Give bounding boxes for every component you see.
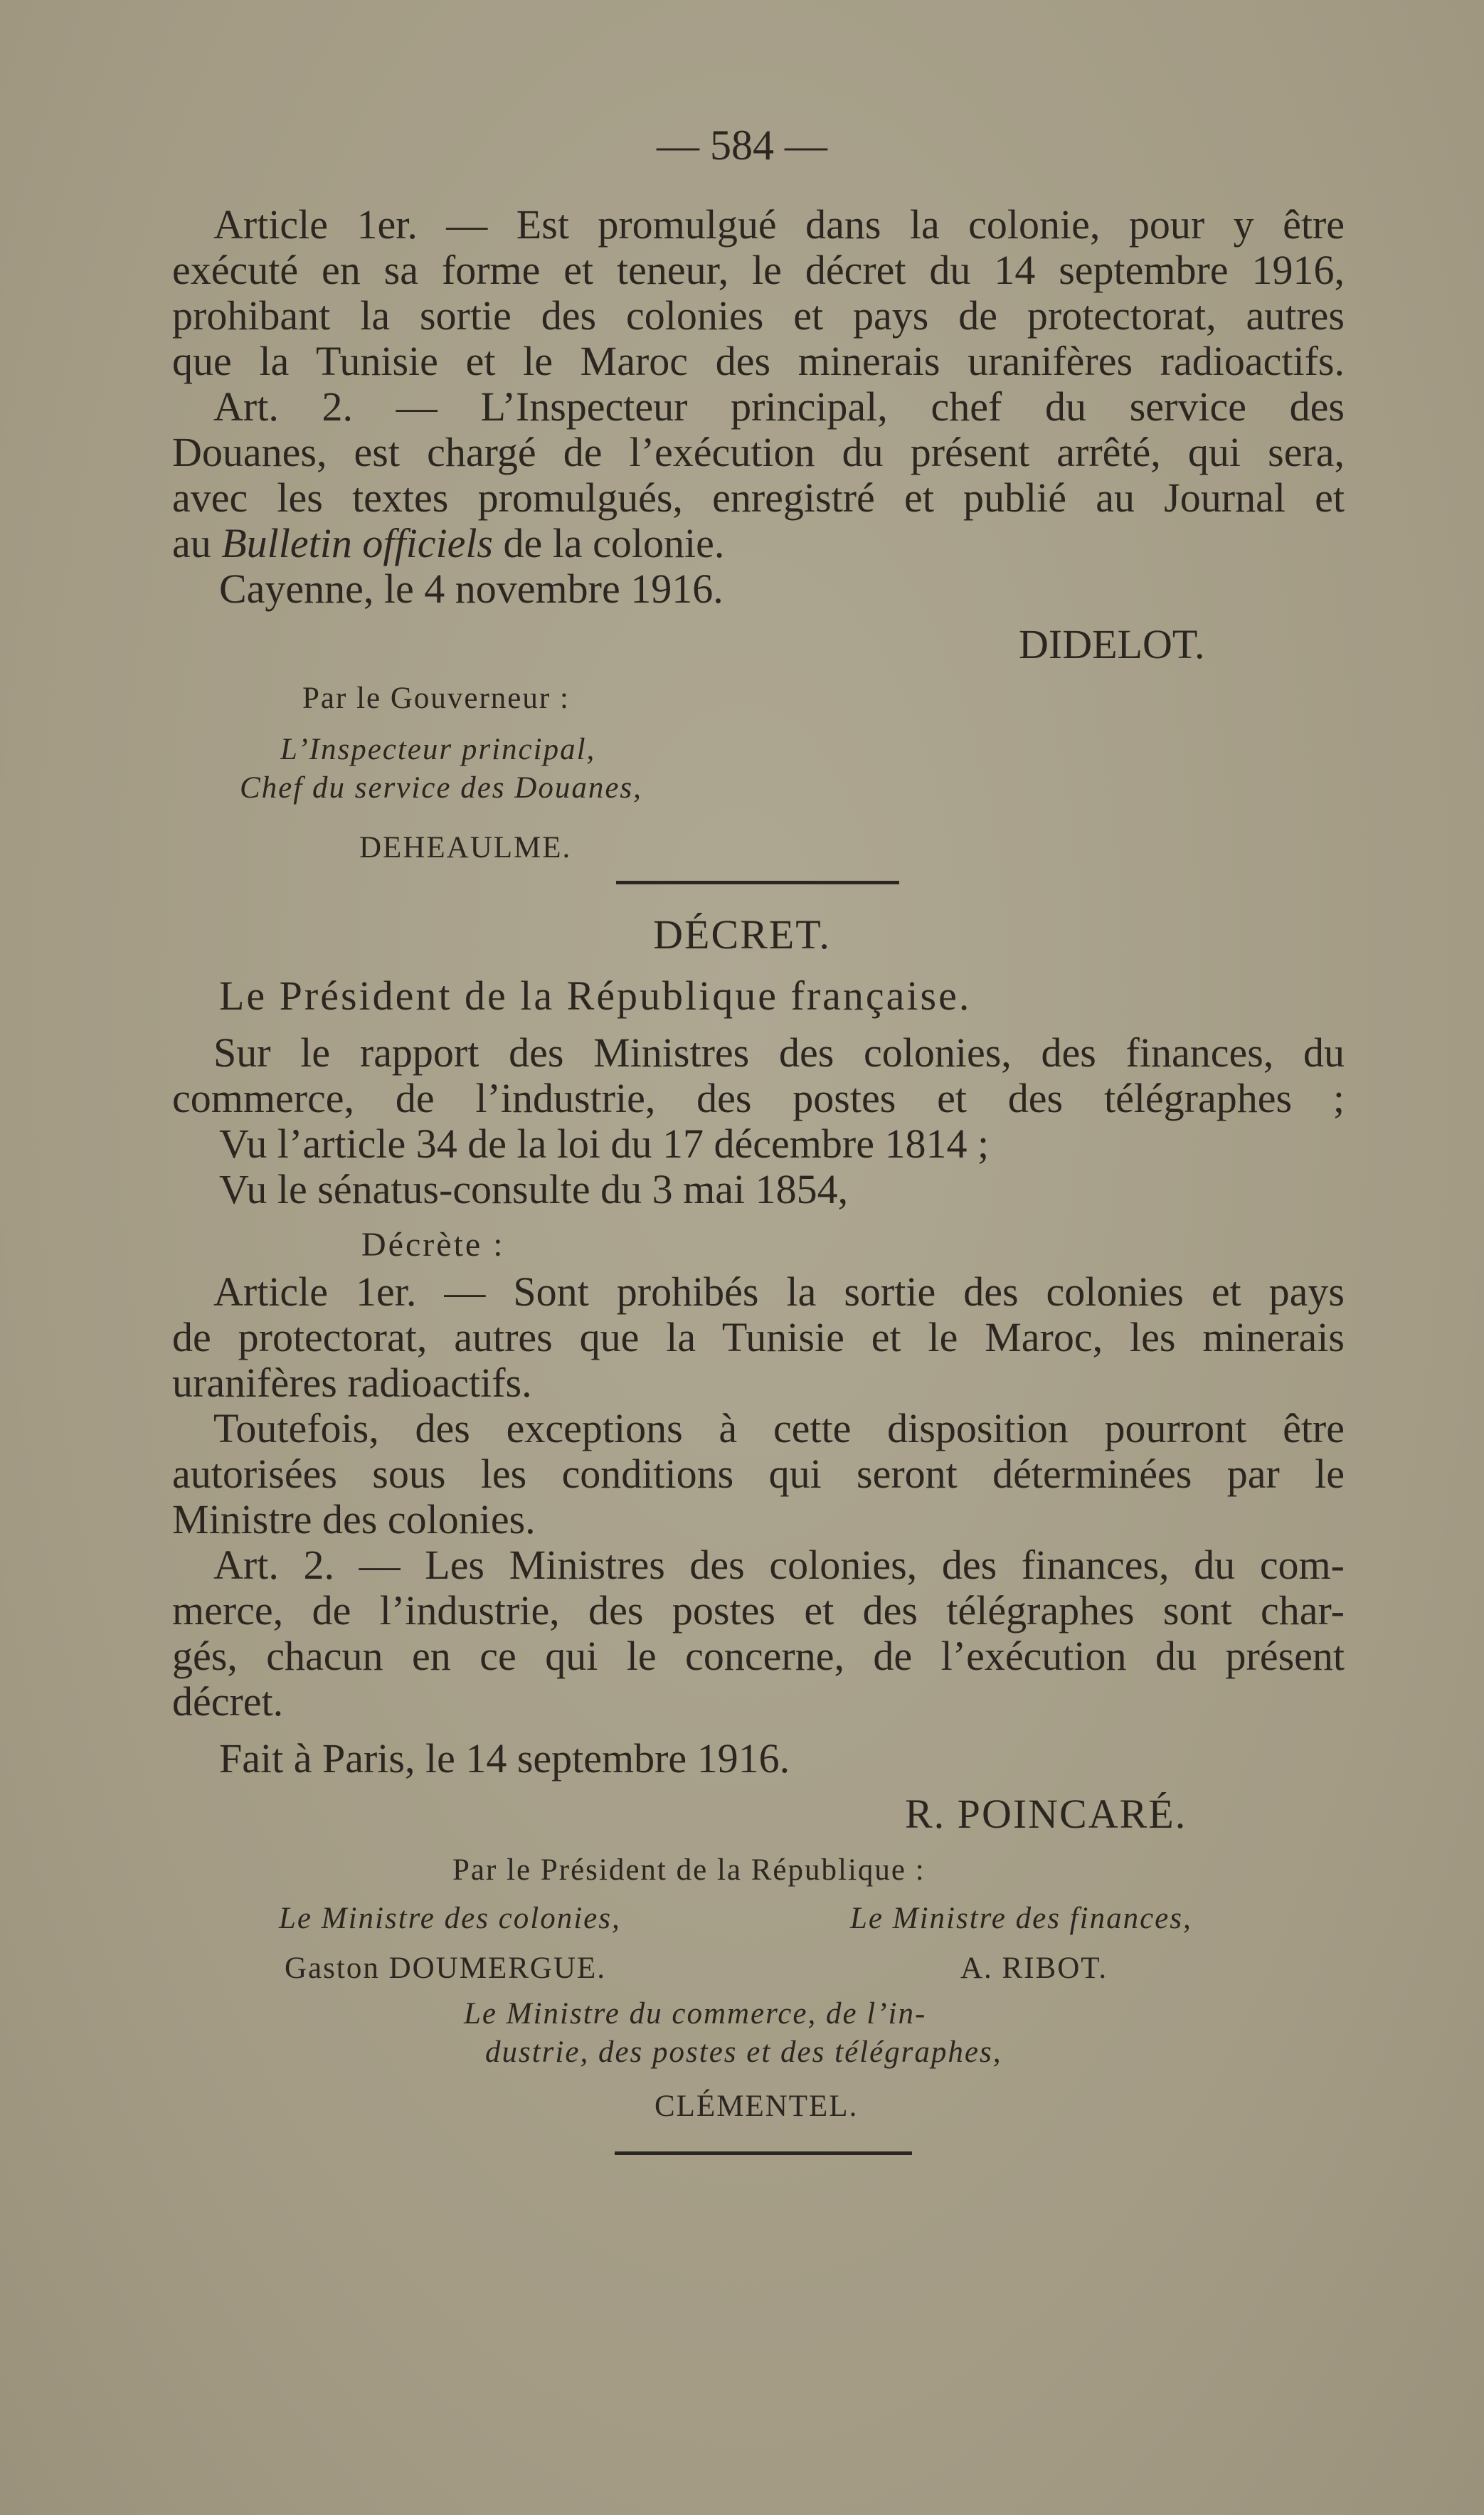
decret-article-1-line-2: de protectorat, autres que la Tunisie et le Maroc, les minerais — [172, 1314, 1345, 1360]
separator-rule-1 — [616, 881, 899, 884]
decret-fait-a-paris: Fait à Paris, le 14 septembre 1916. — [219, 1735, 790, 1781]
ministre-finances-name: A. RIBOT. — [960, 1952, 1108, 1985]
par-le-gouverneur: Par le Gouverneur : — [302, 682, 570, 715]
ministre-commerce-name: CLÉMENTEL. — [654, 2090, 859, 2123]
arrete-article-1-line-2: exécuté en sa forme et teneur, le décret du 14 septembre 1916, — [172, 247, 1345, 293]
ministre-finances-title: Le Ministre des finances, — [850, 1902, 1192, 1935]
decret-article-2-line-4: décret. — [172, 1678, 284, 1725]
arrete-article-2-line-3: avec les textes promulgués, enregistré et publié au Journal et — [172, 475, 1345, 521]
inspecteur-name: DEHEAULME. — [359, 831, 572, 864]
arrete-article-1-line-1: Article 1er. — Est promulgué dans la colonie, pour y être — [213, 201, 1345, 248]
decret-decrete: Décrète : — [361, 1226, 505, 1264]
decret-article-2-line-3: gés, chacun en ce qui le concerne, de l’exécution du présent — [172, 1633, 1345, 1679]
ministre-colonies-title: Le Ministre des colonies, — [279, 1902, 621, 1935]
page-number: — 584 — — [657, 122, 827, 169]
inspecteur-title: L’Inspecteur principal, — [280, 733, 596, 766]
decret-visa-3: Vu le sénatus-consulte du 3 mai 1854, — [219, 1166, 849, 1212]
decret-article-1-line-1: Article 1er. — Sont prohibés la sortie des colonies et pays — [213, 1269, 1345, 1315]
arrete-article-1-line-4: que la Tunisie et le Maroc des minerais uranifères radioactifs. — [172, 338, 1345, 384]
decret-heading: DÉCRET. — [653, 911, 831, 958]
decret-visa-1-line-2: commerce, de l’industrie, des postes et des télégraphes ; — [172, 1075, 1345, 1121]
par-le-president: Par le Président de la République : — [452, 1853, 926, 1887]
decret-toutefois-line-1: Toutefois, des exceptions à cette disposition pourront être — [213, 1405, 1345, 1451]
arrete-article-2-line-2: Douanes, est chargé de l’exécution du présent arrêté, qui sera, — [172, 429, 1345, 475]
decret-article-2-line-2: merce, de l’industrie, des postes et des télégraphes sont char- — [172, 1587, 1345, 1634]
arrete-date-line: Cayenne, le 4 novembre 1916. — [219, 566, 724, 612]
decret-visa-1-line-1: Sur le rapport des Ministres des colonies, des finances, du — [213, 1029, 1345, 1076]
chef-service-title: Chef du service des Douanes, — [240, 771, 642, 805]
decret-article-1-line-3: uranifères radioactifs. — [172, 1360, 532, 1406]
decret-toutefois-line-3: Ministre des colonies. — [172, 1496, 536, 1542]
arrete-signature: DIDELOT. — [1019, 621, 1205, 667]
bulletin-officiels-text: Bulletin officiels — [221, 520, 494, 566]
ministre-colonies-name: Gaston DOUMERGUE. — [285, 1952, 607, 1985]
decret-visa-2: Vu l’article 34 de la loi du 17 décembre 1814 ; — [219, 1121, 990, 1167]
decret-article-2-line-1: Art. 2. — Les Ministres des colonies, des finances, du com- — [213, 1542, 1345, 1588]
arrete-article-2-line-1: Art. 2. — L’Inspecteur principal, chef du service des — [213, 383, 1345, 430]
ministre-commerce-title-line-2: dustrie, des postes et des télégraphes, — [485, 2035, 1002, 2069]
ministre-commerce-title-line-1: Le Ministre du commerce, de l’in- — [464, 1997, 927, 2030]
decret-signature-poincare: R. POINCARÉ. — [905, 1791, 1187, 1837]
arrete-article-2-line-4: au Bulletin officiels de la colonie. — [172, 520, 725, 566]
separator-rule-2 — [615, 2151, 912, 2155]
decret-president-line: Le Président de la République française. — [219, 973, 972, 1019]
decret-toutefois-line-2: autorisées sous les conditions qui seront déterminées par le — [172, 1451, 1345, 1497]
arrete-article-1-line-3: prohibant la sortie des colonies et pays de protectorat, autres — [172, 292, 1345, 339]
